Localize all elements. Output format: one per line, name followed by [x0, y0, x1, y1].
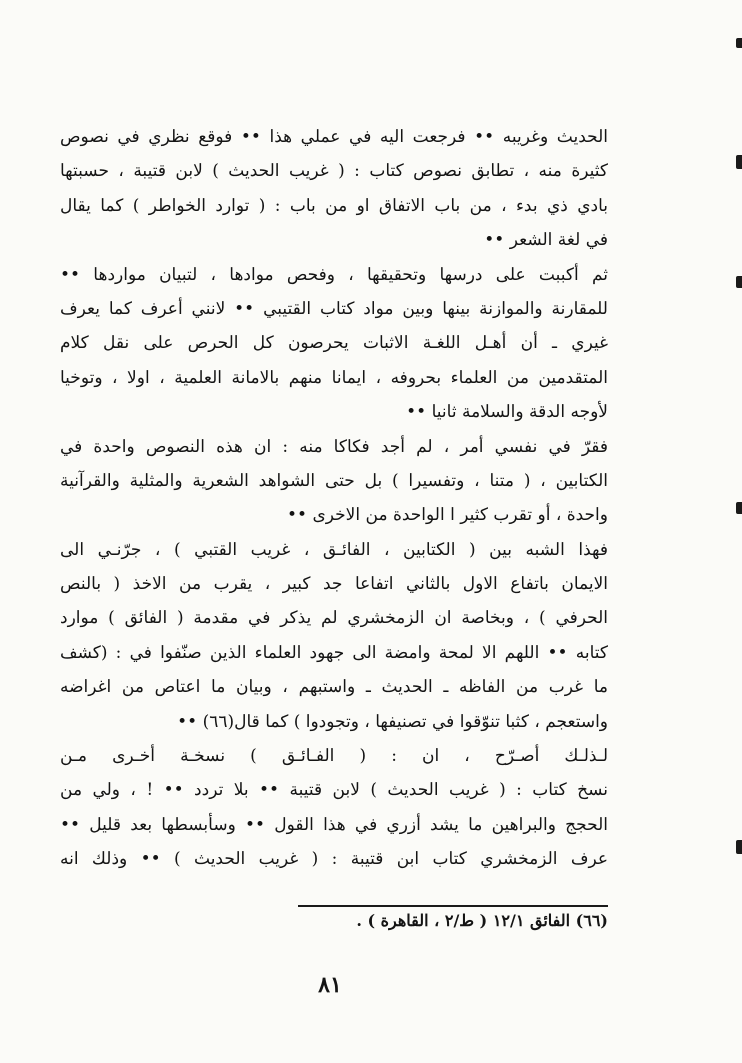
text-line: بادي ذي بدء ، من باب الاتفاق او من باب : ( توارد الخواطر ) كما يقال [60, 195, 608, 216]
body-text [60, 120, 608, 877]
edge-mark [736, 276, 742, 288]
text-line: الحديث وغريبه •• فرجعت اليه في عملي هذا •• فوقع نظري في نصوص [60, 127, 608, 147]
text-line: عرف الزمخشري كتاب ابن قتيبة : ( غريب الحديث ) •• وذلك انه [60, 849, 608, 870]
text-line: غيري ـ أن أهـل اللغـة الاثبات يحرصون كل الحرص على نقل كلام [60, 333, 608, 354]
text-line: المتقدمين من العلماء بحروفه ، ايمانا منهم بالامانة العلمية ، اولا ، وتوخيا [60, 367, 608, 388]
text-line: الحرفي ) ، وبخاصة ان الزمخشري لم يذكر في مقدمة ( الفائق ) موارد [60, 608, 608, 629]
text-line: واحدة ، أو تقرب كثير ا الواحدة من الاخرى •• [287, 505, 608, 526]
text-line: فهذا الشبه بين ( الكتابين ، الفائـق ، غريب القتبي ) ، جرّنـي الى [60, 539, 608, 560]
edge-mark [736, 38, 742, 48]
text-line: لـذلـك أصـرّح ، ان : ( الفـائـق ) نسخـة أخـرى مـن [60, 746, 608, 767]
text-line: فقرّ في نفسي أمر ، لم أجد فكاكا منه : ان هذه النصوص واحدة في [60, 436, 608, 457]
edge-mark [736, 155, 742, 169]
text-line: في لغة الشعر •• [484, 230, 608, 251]
text-line: واستعجم ، كثبا تنوّقوا في تصنيفها ، وتجودوا ) كما قال(٦٦) •• [177, 711, 608, 732]
text-line: لأوجه الدقة والسلامة ثانيا •• [406, 402, 608, 423]
text-line: ما غرب من الفاظه ـ الحديث ـ واستبهم ، وبيان ما اعتاص من اغراضه [60, 677, 608, 698]
text-line: ثم أكببت على درسها وتحقيقها ، وفحص موادها ، لتبيان مواردها •• [60, 264, 608, 285]
text-line: الحجج والبراهين ما يشد أزري في هذا القول •• وسأبسطها بعد قليل •• [60, 814, 608, 835]
text-line: كتابه •• اللهم الا لمحة وامضة الى جهود العلماء الذين صنّفوا في : (كشف [60, 642, 608, 663]
footnote: (٦٦) الفائق ١٢/١ ( ط/٢ ، القاهرة ) . [356, 911, 608, 930]
text-line: الايمان باتفاع الاول بالثاني اتفاعا جد كبير ، يقرب من الاخذ ( بالنص [60, 574, 608, 595]
text-line: للمقارنة والموازنة بينها وبين مواد كتاب القتيبي •• لانني أعرف كما يعرف [60, 298, 608, 319]
text-line: نسخ كتاب : ( غريب الحديث ) لابن قتيبة •• بلا تردد •• ! ، ولي من [60, 780, 608, 801]
edge-mark [736, 502, 742, 514]
text-line: الكتابين ، ( متنا ، وتفسيرا ) بل حتى الشواهد الشعرية والمثلية والقرآنية [60, 470, 608, 491]
edge-mark [736, 840, 742, 854]
page-number: ٨١ [318, 972, 342, 998]
text-line: كثيرة منه ، تطابق نصوص كتاب : ( غريب الحديث ) لابن قتيبة ، حسبتها [60, 161, 608, 182]
